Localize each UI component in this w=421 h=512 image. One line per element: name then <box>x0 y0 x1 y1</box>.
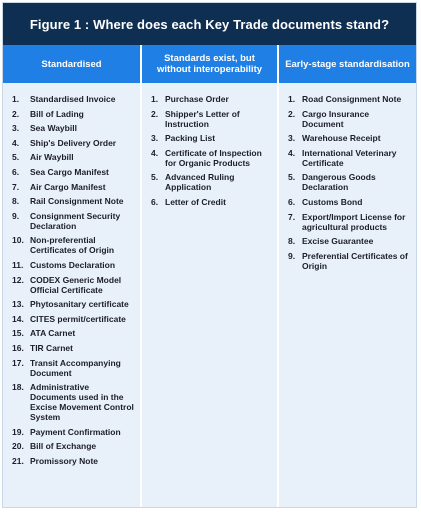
item-number: 6. <box>151 196 159 207</box>
item-number: 1. <box>151 94 159 104</box>
item-number: 20. <box>12 441 24 452</box>
item-text: Certificate of Inspection for Organic Products <box>165 147 262 168</box>
list-item <box>12 299 136 309</box>
item-text: Bill of Lading <box>30 108 84 119</box>
item-text: ATA Carnet <box>30 328 76 339</box>
item-number: 2. <box>288 108 296 119</box>
document-list <box>12 94 136 466</box>
item-text: Bill of Exchange <box>30 441 97 452</box>
figure-panel <box>2 2 417 508</box>
column-header-label: Early-stage standardisation <box>285 58 410 70</box>
item-text: Warehouse Receipt <box>302 133 381 144</box>
list-item <box>12 382 136 422</box>
list-item <box>12 441 136 451</box>
list-item <box>288 172 412 192</box>
item-number: 9. <box>288 250 296 261</box>
list-item <box>288 197 412 207</box>
item-number: 6. <box>12 166 20 177</box>
column-standards-exist <box>142 83 277 507</box>
column-header-standards-exist <box>142 45 277 83</box>
figure-title-bar <box>3 3 416 45</box>
item-number: 11. <box>12 259 24 270</box>
item-text: Transit Accompanying Document <box>30 357 121 378</box>
item-text: Dangerous Goods Declaration <box>302 172 376 193</box>
item-text: Preferential Certificates of Origin <box>302 250 408 271</box>
list-item <box>288 133 412 143</box>
list-item <box>151 133 273 143</box>
list-item <box>12 260 136 270</box>
list-item <box>288 251 412 271</box>
list-item <box>12 343 136 353</box>
item-text: CODEX Generic Model Official Certificate <box>30 274 122 295</box>
list-item <box>12 167 136 177</box>
list-item <box>288 236 412 246</box>
item-text: Export/Import License for agricultural products <box>302 211 406 232</box>
item-text: Cargo Insurance Document <box>302 108 370 129</box>
document-list <box>288 94 412 271</box>
item-text: Standardised Invoice <box>30 94 116 104</box>
item-number: 15. <box>12 328 24 339</box>
list-item <box>12 358 136 378</box>
item-number: 5. <box>288 172 296 183</box>
item-number: 4. <box>12 137 20 148</box>
item-text: Phytosanitary certificate <box>30 299 129 310</box>
item-number: 16. <box>12 342 24 353</box>
item-text: Air Cargo Manifest <box>30 181 106 192</box>
item-number: 14. <box>12 313 24 324</box>
item-text: Purchase Order <box>165 94 229 104</box>
item-number: 2. <box>12 108 20 119</box>
item-number: 1. <box>288 94 296 104</box>
item-text: International Veterinary Certificate <box>302 147 397 168</box>
item-number: 13. <box>12 299 24 310</box>
item-number: 3. <box>12 123 20 134</box>
item-number: 17. <box>12 357 24 368</box>
list-item <box>288 94 412 104</box>
item-number: 21. <box>12 455 24 466</box>
list-item <box>12 235 136 255</box>
item-text: Road Consignment Note <box>302 94 402 104</box>
item-text: Letter of Credit <box>165 196 226 207</box>
list-item <box>12 94 136 104</box>
list-item <box>151 172 273 192</box>
list-item <box>12 328 136 338</box>
list-item <box>12 456 136 466</box>
figure-title: Figure 1 : Where does each Key Trade documents stand? <box>29 16 390 32</box>
list-item <box>12 109 136 119</box>
item-number: 4. <box>151 147 159 158</box>
list-item <box>12 182 136 192</box>
item-text: Air Waybill <box>30 152 74 163</box>
list-item <box>12 196 136 206</box>
item-text: Sea Waybill <box>30 123 77 134</box>
item-text: Advanced Ruling Application <box>165 172 235 193</box>
item-number: 1. <box>12 94 20 104</box>
item-text: CITES permit/certificate <box>30 313 126 324</box>
column-standardised <box>3 83 140 507</box>
list-item <box>12 427 136 437</box>
item-number: 5. <box>12 152 20 163</box>
list-item <box>12 138 136 148</box>
item-number: 18. <box>12 382 24 393</box>
item-number: 8. <box>288 236 296 247</box>
item-text: Payment Confirmation <box>30 426 121 437</box>
item-number: 6. <box>288 196 296 207</box>
list-item <box>288 212 412 232</box>
item-number: 8. <box>12 196 20 207</box>
list-item <box>12 152 136 162</box>
item-number: 19. <box>12 426 24 437</box>
item-text: Consignment Security Declaration <box>30 210 121 231</box>
item-number: 12. <box>12 274 24 285</box>
list-item <box>12 123 136 133</box>
list-item <box>151 109 273 129</box>
item-number: 2. <box>151 108 159 119</box>
item-text: Shipper's Letter of Instruction <box>165 108 240 129</box>
list-item <box>12 275 136 295</box>
item-number: 5. <box>151 172 159 183</box>
list-item <box>288 148 412 168</box>
item-text: Promissory Note <box>30 455 99 466</box>
column-header-standardised <box>3 45 140 83</box>
item-number: 7. <box>288 211 296 222</box>
item-text: Customs Declaration <box>30 259 116 270</box>
item-text: Packing List <box>165 133 216 144</box>
list-item <box>151 197 273 207</box>
list-item <box>12 314 136 324</box>
item-number: 10. <box>12 235 24 246</box>
item-text: TIR Carnet <box>30 342 73 353</box>
item-number: 7. <box>12 181 20 192</box>
list-item <box>288 109 412 129</box>
item-number: 3. <box>288 133 296 144</box>
item-number: 4. <box>288 147 296 158</box>
list-item <box>12 211 136 231</box>
column-header-early-stage <box>279 45 416 83</box>
list-item <box>151 148 273 168</box>
item-number: 3. <box>151 133 159 144</box>
item-text: Excise Guarantee <box>302 236 374 247</box>
item-text: Administrative Documents used in the Excise Movement Control System <box>30 382 134 423</box>
document-list <box>151 94 273 207</box>
list-item <box>151 94 273 104</box>
column-header-label: Standardised <box>41 58 102 70</box>
item-text: Sea Cargo Manifest <box>30 166 109 177</box>
item-text: Rail Consignment Note <box>30 196 124 207</box>
column-header-label: Standards exist, but without interoperability <box>156 53 263 75</box>
item-text: Ship's Delivery Order <box>30 137 117 148</box>
item-text: Non-preferential Certificates of Origin <box>30 235 115 256</box>
item-text: Customs Bond <box>302 196 363 207</box>
item-number: 9. <box>12 210 20 221</box>
column-early-stage <box>279 83 416 507</box>
